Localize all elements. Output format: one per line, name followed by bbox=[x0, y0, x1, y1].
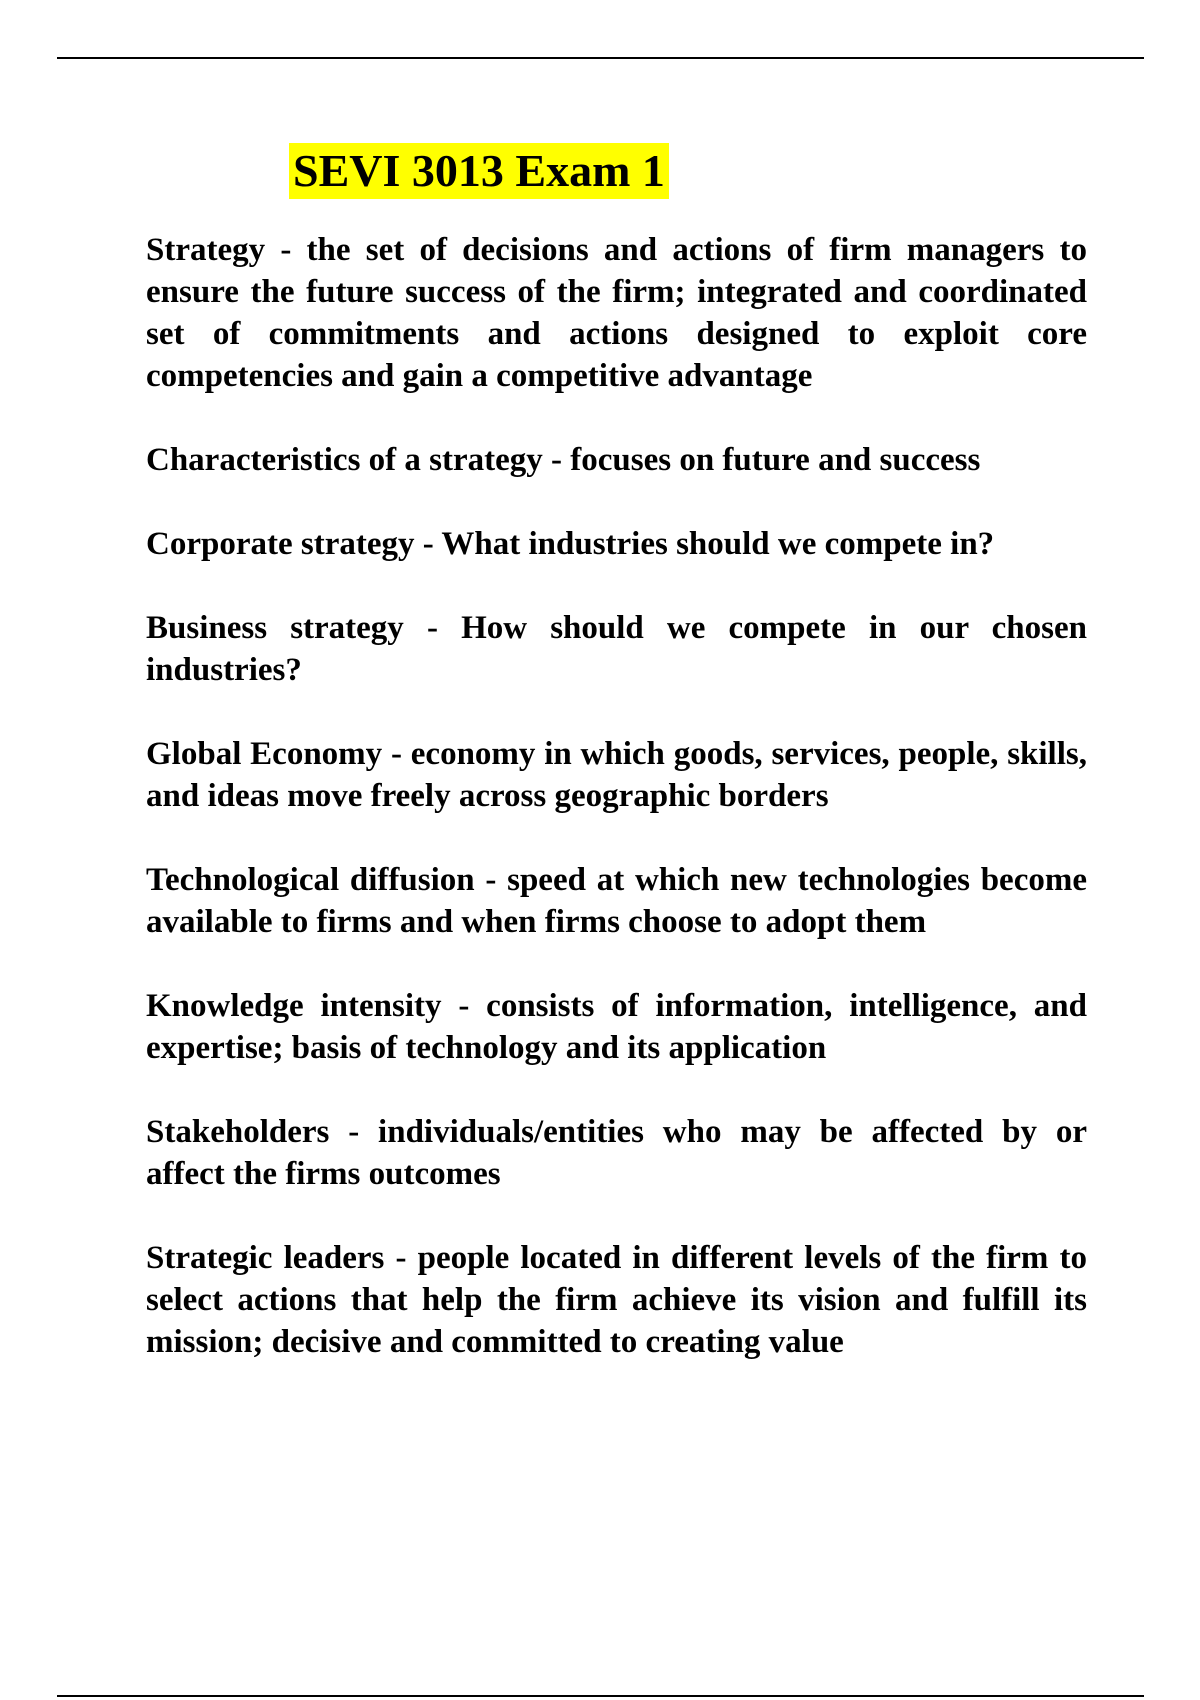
definition-characteristics-of-strategy: Characteristics of a strategy - focuses on future and success bbox=[146, 442, 981, 478]
footer-rule bbox=[57, 1695, 1144, 1697]
definition-stakeholders: Stakeholders - individuals/entities who may be affected by or affect the firms outcomes bbox=[146, 1114, 1087, 1192]
definition-knowledge-intensity: Knowledge intensity - consists of information, intelligence, and expertise; basis of technology and its application bbox=[146, 988, 1087, 1066]
definition-strategy: Strategy - the set of decisions and actions of firm managers to ensure the future success of the firm; integrated and coordinated set of commitments and actions designed to exploit core competencies and gain a competitive advantage bbox=[146, 232, 1087, 394]
definition-business-strategy: Business strategy - How should we compete in our chosen industries? bbox=[146, 610, 1087, 688]
definition-corporate-strategy: Corporate strategy - What industries should we compete in? bbox=[146, 526, 995, 562]
definitions-list bbox=[146, 229, 1087, 1405]
header-rule bbox=[57, 57, 1144, 59]
definition-global-economy: Global Economy - economy in which goods, services, people, skills, and ideas move freely across geographic borders bbox=[146, 736, 1087, 814]
definition-technological-diffusion: Technological diffusion - speed at which new technologies become available to firms and when firms choose to adopt them bbox=[146, 862, 1087, 940]
page-title: SEVI 3013 Exam 1 bbox=[289, 143, 669, 199]
title-container bbox=[289, 143, 669, 199]
definition-strategic-leaders: Strategic leaders - people located in different levels of the firm to select actions that help the firm achieve its vision and fulfill its mission; decisive and committed to creating value bbox=[146, 1240, 1087, 1360]
